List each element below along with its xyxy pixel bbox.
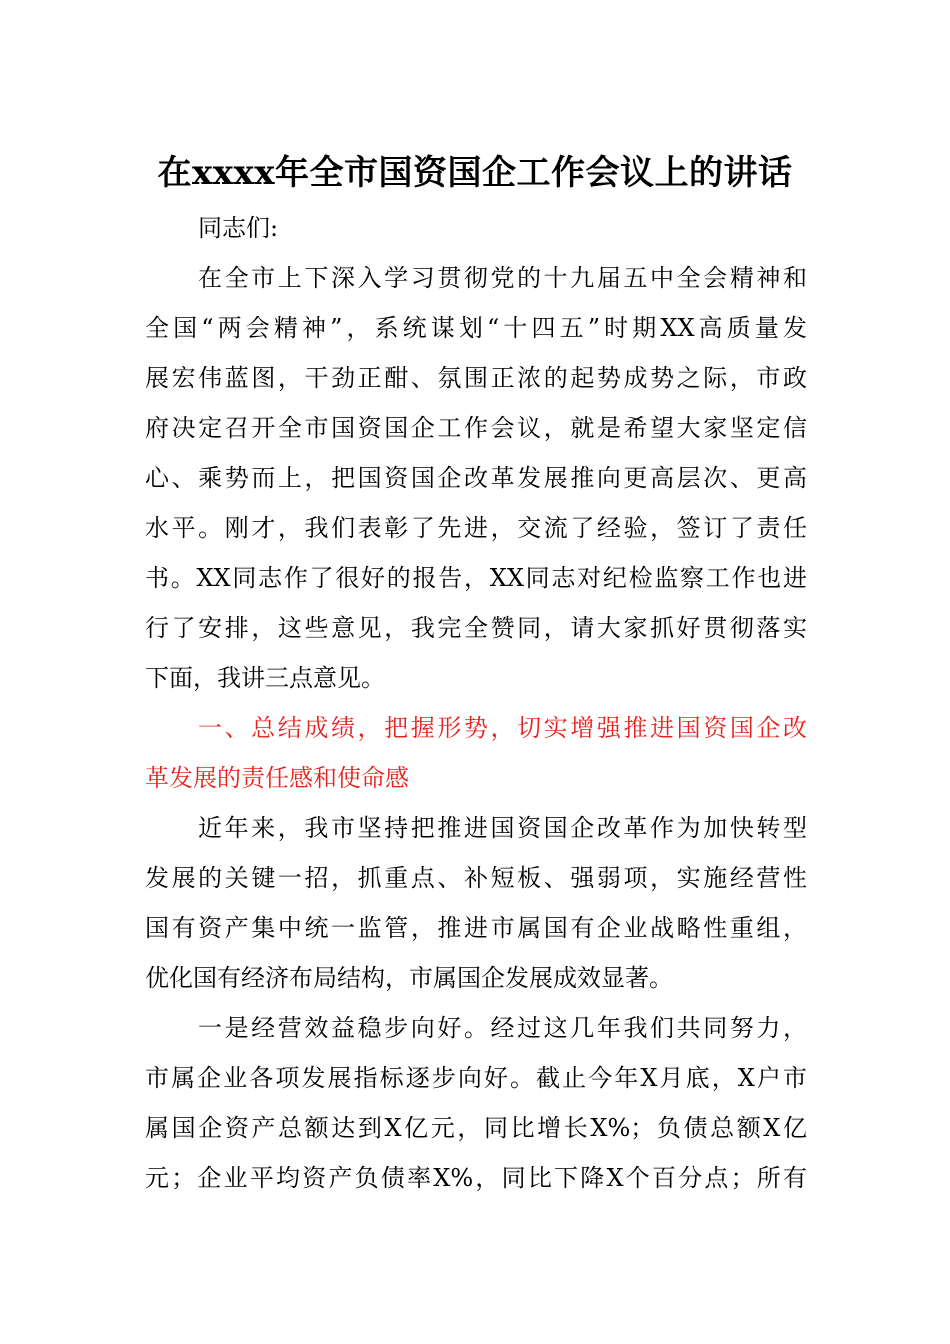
heading-line: 革发展的责任感和使命感 xyxy=(145,764,409,792)
heading-line: 一、总结成绩，把握形势，切实增强推进国资国企改 xyxy=(198,714,807,742)
text-line: 书。XX同志作了很好的报告，XX同志对纪检监察工作也进 xyxy=(145,564,807,592)
text-line: 下面，我讲三点意见。 xyxy=(145,664,385,692)
text-line: 近年来，我市坚持把推进国资国企改革作为加快转型 xyxy=(198,814,807,842)
salutation: 同志们: xyxy=(198,214,279,242)
text-line: 水平。刚才，我们表彰了先进，交流了经验，签订了责任 xyxy=(145,514,807,542)
document-title: 在xxxx年全市国资国企工作会议上的讲话 xyxy=(157,153,793,193)
section-heading xyxy=(145,703,807,803)
text-line: 优化国有经济布局结构，市属国企发展成效显著。 xyxy=(145,964,673,992)
text-line: 元；企业平均资产负债率X%，同比下降X个百分点；所有 xyxy=(145,1164,807,1192)
text-line: 市属企业各项发展指标逐步向好。截止今年X月底，X户市 xyxy=(145,1064,807,1092)
text-line: 国有资产集中统一监管，推进市属国有企业战略性重组， xyxy=(145,914,807,942)
paragraph xyxy=(145,1003,807,1203)
text-line: 心、乘势而上，把国资国企改革发展推向更高层次、更高 xyxy=(145,464,807,492)
intro-paragraph xyxy=(145,253,807,703)
text-line: 属国企资产总额达到X亿元，同比增长X%；负债总额X亿 xyxy=(145,1114,807,1142)
text-line: 在全市上下深入学习贯彻党的十九届五中全会精神和 xyxy=(198,264,807,292)
text-line: 行了安排，这些意见，我完全赞同，请大家抓好贯彻落实 xyxy=(145,614,807,642)
text-line: 展宏伟蓝图，干劲正酣、氛围正浓的起势成势之际，市政 xyxy=(145,364,807,392)
text-line: 全国“两会精神”，系统谋划“十四五”时期XX高质量发 xyxy=(145,314,807,342)
text-line: 发展的关键一招，抓重点、补短板、强弱项，实施经营性 xyxy=(145,864,807,892)
document-body xyxy=(145,203,807,1203)
text-line: 一是经营效益稳步向好。经过这几年我们共同努力， xyxy=(198,1014,807,1042)
paragraph xyxy=(145,803,807,1003)
text-line: 府决定召开全市国资国企工作会议，就是希望大家坚定信 xyxy=(145,414,807,442)
